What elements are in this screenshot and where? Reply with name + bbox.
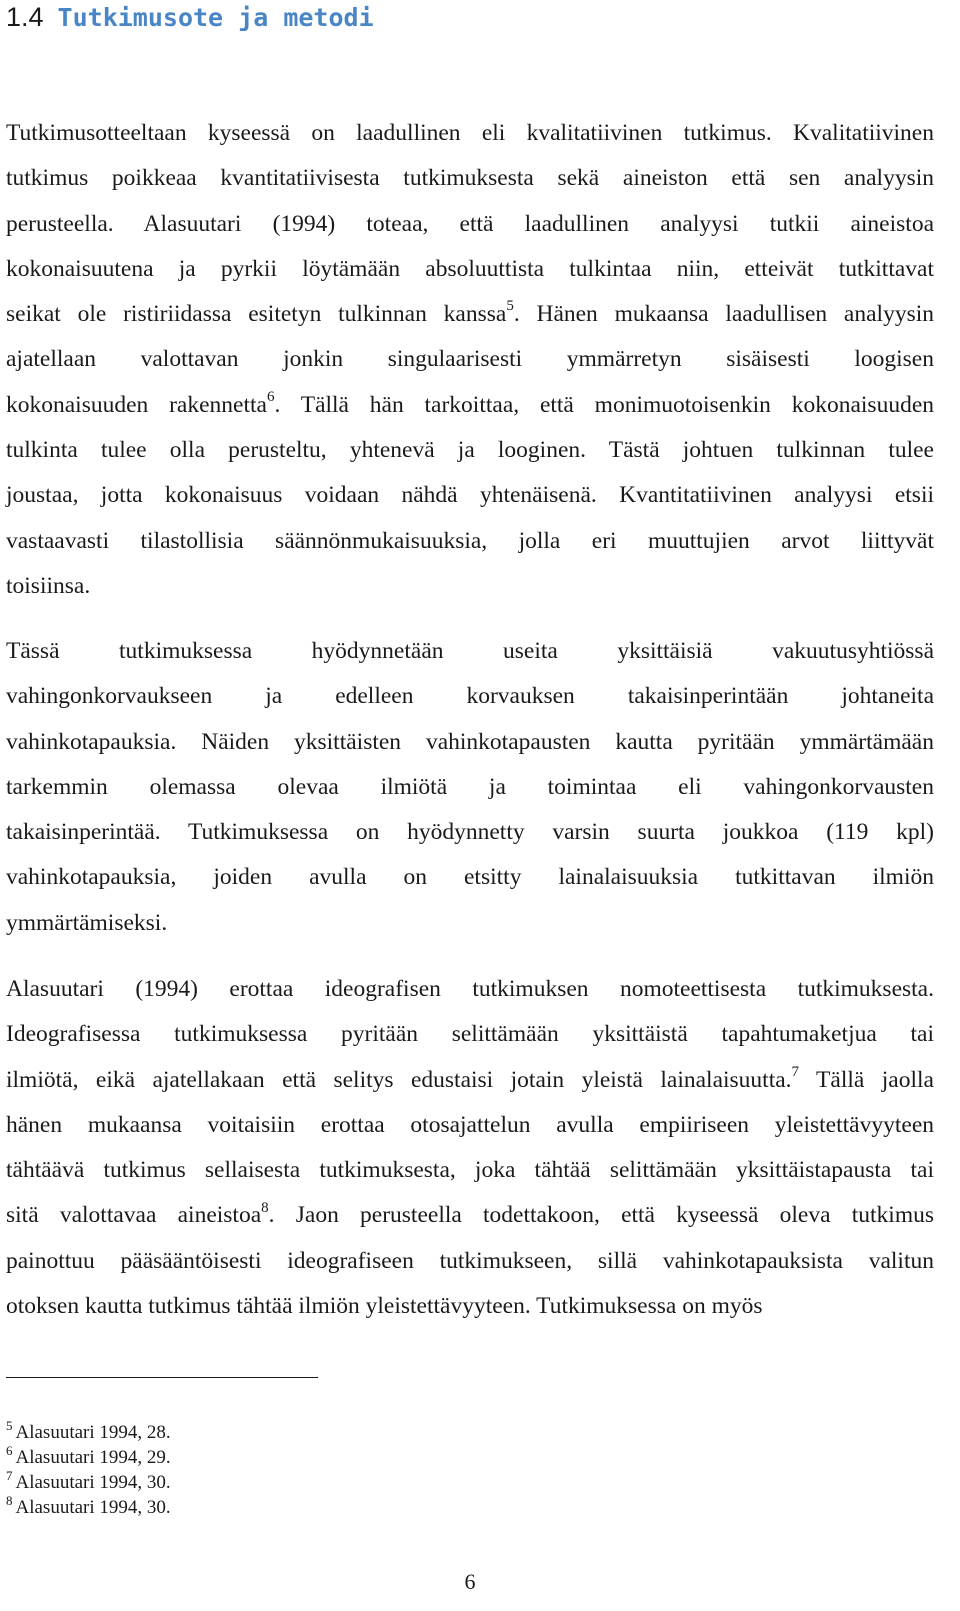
- footnote-reference: 5: [506, 298, 514, 315]
- paragraph-1: [6, 111, 934, 609]
- section-number: 1.4: [6, 2, 44, 32]
- text-line: [6, 473, 934, 518]
- paragraph-3: [6, 967, 934, 1329]
- text-line: [6, 1239, 934, 1284]
- line-text: . Tällä hän tarkoittaa, että monimuotoisenkin kokonaisuuden: [274, 391, 935, 418]
- footnote-number: 8: [6, 1492, 13, 1508]
- text-line: [6, 1103, 934, 1148]
- footnote-reference: 7: [791, 1063, 800, 1080]
- line-text: Tässä tutkimuksessa hyödynnetään useita yksittäisiä vakuutusyhtiössä: [6, 638, 934, 664]
- footnote-text: Alasuutari 1994, 29.: [15, 1447, 171, 1468]
- text-line: [6, 720, 934, 765]
- footnote-reference: 8: [261, 1199, 269, 1216]
- paragraph-2: [6, 629, 934, 946]
- line-text: takaisinperintää. Tutkimuksessa on hyödynnetty varsin suurta joukkoa (119 kpl): [6, 819, 934, 846]
- line-text: ymmärtämiseksi.: [6, 909, 168, 936]
- footnote: [6, 1442, 171, 1470]
- text-line: [6, 292, 934, 337]
- line-text: ajatellaan valottavan jonkin singulaarisesti ymmärretyn sisäisesti loogisen: [6, 346, 934, 373]
- footnote-text: Alasuutari 1994, 30.: [15, 1497, 171, 1518]
- text-line: [6, 855, 934, 900]
- line-text: otoksen kautta tutkimus tähtää ilmiön yleistettävyyteen. Tutkimuksessa on myös: [6, 1293, 763, 1320]
- line-text: painottuu pääsääntöisesti ideografiseen tutkimukseen, sillä vahinkotapauksista valitun: [6, 1247, 934, 1274]
- line-text: Ideografisessa tutkimuksessa pyritään selittämään yksittäistä tapahtumaketjua tai: [6, 1021, 934, 1048]
- footnote: [6, 1417, 171, 1445]
- text-line: [6, 111, 934, 156]
- text-line: [6, 1148, 934, 1193]
- footnote: [6, 1492, 171, 1520]
- section-title: Tutkimusote ja metodi: [57, 3, 374, 32]
- text-line: [6, 1012, 934, 1057]
- section-heading: [6, 0, 374, 34]
- text-line: [6, 564, 934, 609]
- footnote-separator: [6, 1377, 318, 1378]
- line-text: kokonaisuuden rakennetta: [6, 391, 267, 418]
- text-line: [6, 1193, 934, 1238]
- line-text: Tällä jaolla: [799, 1066, 934, 1093]
- text-line: [6, 1284, 934, 1329]
- text-line: [6, 967, 934, 1012]
- line-text: tarkemmin olemassa olevaa ilmiötä ja toimintaa eli vahingonkorvausten: [6, 773, 934, 800]
- text-line: [6, 337, 934, 382]
- line-text: Alasuutari (1994) erottaa ideografisen tutkimuksen nomoteettisesta tutkimuksesta.: [6, 976, 934, 1002]
- line-text: tulkinta tulee olla perusteltu, yhtenevä ja looginen. Tästä johtuen tulkinnan tulee: [6, 437, 934, 464]
- line-text: toisiinsa.: [6, 572, 91, 599]
- line-text: tähtäävä tutkimus sellaisesta tutkimuksesta, joka tähtää selittämään yksittäistapausta tai: [6, 1157, 934, 1184]
- line-text: . Jaon perusteella todettakoon, että kyseessä oleva tutkimus: [268, 1202, 935, 1229]
- text-line: [6, 674, 934, 719]
- footnote: [6, 1467, 171, 1495]
- footnote-reference: 6: [266, 388, 275, 405]
- text-line: [6, 810, 934, 855]
- line-text: vahinkotapauksia, joiden avulla on etsitty lainalaisuuksia tutkittavan ilmiön: [6, 864, 934, 891]
- footnote-text: Alasuutari 1994, 28.: [15, 1422, 171, 1443]
- line-text: sitä valottavaa aineistoa: [6, 1202, 262, 1229]
- footnote-number: 7: [6, 1467, 13, 1483]
- text-line: [6, 428, 934, 473]
- footnote-number: 6: [6, 1442, 13, 1458]
- line-text: seikat ole ristiriidassa esitetyn tulkinnan kanssa: [6, 301, 507, 328]
- text-line: [6, 519, 934, 564]
- text-line: [6, 202, 934, 247]
- line-text: tutkimus poikkeaa kvantitatiivisesta tutkimuksesta sekä aineiston että sen analyysin: [6, 165, 934, 192]
- line-text: kokonaisuutena ja pyrkii löytämään absoluuttista tulkintaa niin, etteivät tutkittavat: [6, 255, 934, 282]
- line-text: Tutkimusotteeltaan kyseessä on laadullinen eli kvalitatiivinen tutkimus. Kvalitatiivinen: [6, 120, 934, 146]
- line-text: . Hänen mukaansa laadullisen analyysin: [513, 301, 934, 328]
- footnote-text: Alasuutari 1994, 30.: [15, 1472, 171, 1493]
- footnote-number: 5: [6, 1417, 13, 1433]
- line-text: vahingonkorvaukseen ja edelleen korvauksen takaisinperintään johtaneita: [6, 683, 934, 710]
- footnotes-list: [6, 1417, 171, 1520]
- text-line: [6, 156, 934, 201]
- text-line: [6, 901, 934, 946]
- page-number: 6: [464, 1569, 476, 1594]
- text-line: [6, 1058, 934, 1103]
- line-text: vastaavasti tilastollisia säännönmukaisuuksia, jolla eri muuttujien arvot liittyvät: [6, 527, 934, 554]
- line-text: joustaa, jotta kokonaisuus voidaan nähdä yhtenäisenä. Kvantitatiivinen analyysi etsii: [6, 482, 934, 509]
- line-text: vahinkotapauksia. Näiden yksittäisten vahinkotapausten kautta pyritään ymmärtämään: [6, 728, 934, 755]
- line-text: hänen mukaansa voitaisiin erottaa otosajattelun avulla empiiriseen yleistettävyyteen: [6, 1111, 934, 1138]
- line-text: ilmiötä, eikä ajatellakaan että selitys edustaisi jotain yleistä lainalaisuutta.: [6, 1066, 792, 1093]
- line-text: perusteella. Alasuutari (1994) toteaa, että laadullinen analyysi tutkii aineistoa: [6, 210, 934, 237]
- text-line: [6, 247, 934, 292]
- text-line: [6, 383, 934, 428]
- text-line: [6, 629, 934, 674]
- text-line: [6, 765, 934, 810]
